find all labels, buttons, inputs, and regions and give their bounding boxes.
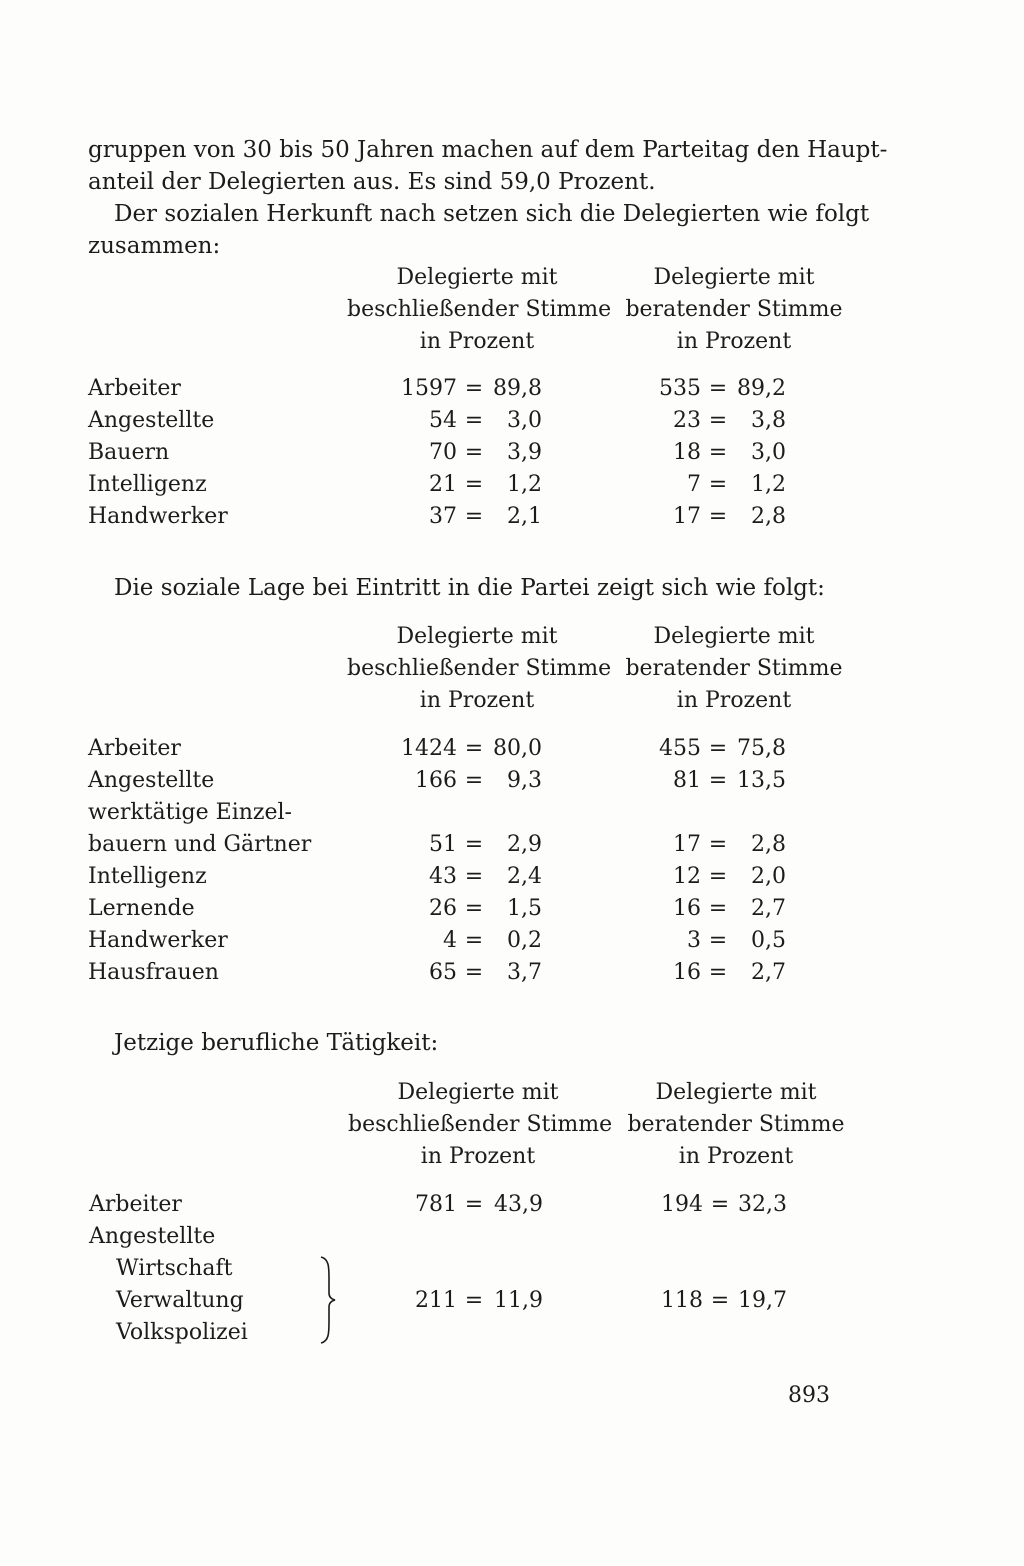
table-row xyxy=(0,925,1024,957)
equals-sign: = xyxy=(708,928,728,953)
voting-count: 4 xyxy=(443,928,457,953)
header-line: Delegierte mit xyxy=(396,265,558,290)
voting-percent: 3,0 xyxy=(507,408,542,433)
advisory-count: 455 xyxy=(659,736,701,761)
table-row xyxy=(0,405,1024,437)
table-row xyxy=(0,469,1024,501)
section1-intro xyxy=(88,198,870,262)
advisory-percent: 2,8 xyxy=(751,504,786,529)
text-line: gruppen von 30 bis 50 Jahren machen auf dem Parteitag den Haupt- xyxy=(88,137,888,163)
section2-col2-header xyxy=(604,621,864,717)
section1-col1-header xyxy=(347,262,612,358)
voting-count: 1597 xyxy=(401,376,457,401)
header-line: in Prozent xyxy=(676,329,792,354)
voting-count: 26 xyxy=(429,896,457,921)
row-label: werktätige Einzel- xyxy=(88,800,292,825)
advisory-count: 118 xyxy=(661,1288,703,1313)
voting-percent: 3,9 xyxy=(507,440,542,465)
text-line: Jetzige berufliche Tätigkeit: xyxy=(114,1030,439,1056)
equals-sign: = xyxy=(464,928,484,953)
equals-sign: = xyxy=(464,440,484,465)
table-row xyxy=(0,1189,1024,1221)
advisory-percent: 3,0 xyxy=(751,440,786,465)
row-label: Hausfrauen xyxy=(88,960,219,985)
row-label: Angestellte xyxy=(89,1224,216,1249)
advisory-count: 81 xyxy=(673,768,701,793)
advisory-percent: 19,7 xyxy=(738,1288,787,1313)
advisory-count: 7 xyxy=(687,472,701,497)
section2-intro xyxy=(88,572,858,604)
section3-intro xyxy=(88,1027,858,1059)
voting-count: 1424 xyxy=(401,736,457,761)
advisory-count: 18 xyxy=(673,440,701,465)
row-label: Wirtschaft xyxy=(116,1256,233,1281)
advisory-percent: 0,5 xyxy=(751,928,786,953)
row-label: Lernende xyxy=(88,896,195,921)
equals-sign: = xyxy=(464,960,484,985)
intro-paragraph xyxy=(88,134,888,198)
section2-col1-header xyxy=(347,621,612,717)
section3-col2-header xyxy=(606,1077,866,1173)
header-line: Delegierte mit xyxy=(653,265,815,290)
row-label: Arbeiter xyxy=(88,736,181,761)
row-label: Intelligenz xyxy=(88,864,207,889)
table-row xyxy=(0,829,1024,861)
row-label: Verwaltung xyxy=(116,1288,244,1313)
voting-count: 21 xyxy=(429,472,457,497)
voting-percent: 2,9 xyxy=(507,832,542,857)
voting-count: 70 xyxy=(429,440,457,465)
voting-count: 211 xyxy=(415,1288,457,1313)
row-label: Arbeiter xyxy=(89,1192,182,1217)
voting-percent: 0,2 xyxy=(507,928,542,953)
table-row xyxy=(0,733,1024,765)
row-label: Intelligenz xyxy=(88,472,207,497)
equals-sign: = xyxy=(708,504,728,529)
header-line: beratender Stimme xyxy=(625,656,843,681)
header-line: beratender Stimme xyxy=(625,297,843,322)
advisory-count: 535 xyxy=(659,376,701,401)
table-row xyxy=(0,861,1024,893)
advisory-count: 194 xyxy=(661,1192,703,1217)
header-line: Delegierte mit xyxy=(396,624,558,649)
header-line: beschließender Stimme xyxy=(347,656,612,681)
advisory-percent: 75,8 xyxy=(737,736,786,761)
voting-percent: 3,7 xyxy=(507,960,542,985)
equals-sign: = xyxy=(710,1288,730,1313)
advisory-percent: 2,7 xyxy=(751,896,786,921)
advisory-count: 17 xyxy=(673,832,701,857)
voting-percent: 2,4 xyxy=(507,864,542,889)
row-label: Volkspolizei xyxy=(116,1320,248,1345)
header-line: beschließender Stimme xyxy=(347,297,612,322)
page-number: 893 xyxy=(788,1383,830,1408)
equals-sign: = xyxy=(464,896,484,921)
voting-percent: 89,8 xyxy=(493,376,542,401)
equals-sign: = xyxy=(708,472,728,497)
row-label: bauern und Gärtner xyxy=(88,832,312,857)
equals-sign: = xyxy=(710,1192,730,1217)
equals-sign: = xyxy=(464,376,484,401)
equals-sign: = xyxy=(464,472,484,497)
equals-sign: = xyxy=(708,960,728,985)
advisory-count: 16 xyxy=(673,960,701,985)
advisory-count: 17 xyxy=(673,504,701,529)
voting-count: 781 xyxy=(415,1192,457,1217)
header-line: in Prozent xyxy=(419,329,535,354)
equals-sign: = xyxy=(464,504,484,529)
header-line: beschließender Stimme xyxy=(348,1112,613,1137)
section1-col2-header xyxy=(604,262,864,358)
advisory-count: 3 xyxy=(687,928,701,953)
table-row xyxy=(0,1317,1024,1349)
table-row xyxy=(0,373,1024,405)
equals-sign: = xyxy=(708,896,728,921)
equals-sign: = xyxy=(708,440,728,465)
voting-count: 54 xyxy=(429,408,457,433)
header-line: beratender Stimme xyxy=(627,1112,845,1137)
advisory-percent: 2,8 xyxy=(751,832,786,857)
equals-sign: = xyxy=(464,768,484,793)
table-row xyxy=(0,501,1024,533)
text-line: anteil der Delegierten aus. Es sind 59,0 Prozent. xyxy=(88,169,656,195)
voting-count: 166 xyxy=(415,768,457,793)
header-line: Delegierte mit xyxy=(397,1080,559,1105)
text-line: zusammen: xyxy=(88,233,221,259)
voting-percent: 80,0 xyxy=(493,736,542,761)
header-line: Delegierte mit xyxy=(655,1080,817,1105)
advisory-percent: 1,2 xyxy=(751,472,786,497)
equals-sign: = xyxy=(464,864,484,889)
voting-percent: 1,5 xyxy=(507,896,542,921)
row-label: Angestellte xyxy=(88,768,215,793)
advisory-percent: 2,7 xyxy=(751,960,786,985)
table-row xyxy=(0,1221,1024,1253)
voting-percent: 2,1 xyxy=(507,504,542,529)
advisory-percent: 2,0 xyxy=(751,864,786,889)
voting-count: 37 xyxy=(429,504,457,529)
text-line: Die soziale Lage bei Eintritt in die Partei zeigt sich wie folgt: xyxy=(114,575,825,601)
table-row xyxy=(0,437,1024,469)
advisory-percent: 3,8 xyxy=(751,408,786,433)
equals-sign: = xyxy=(464,408,484,433)
row-label: Bauern xyxy=(88,440,170,465)
header-line: in Prozent xyxy=(676,688,792,713)
row-label: Arbeiter xyxy=(88,376,181,401)
advisory-percent: 32,3 xyxy=(738,1192,787,1217)
equals-sign: = xyxy=(708,376,728,401)
voting-percent: 9,3 xyxy=(507,768,542,793)
header-line: Delegierte mit xyxy=(653,624,815,649)
voting-count: 65 xyxy=(429,960,457,985)
row-label: Angestellte xyxy=(88,408,215,433)
equals-sign: = xyxy=(708,864,728,889)
table-row xyxy=(0,765,1024,797)
text-line: Der sozialen Herkunft nach setzen sich die Delegierten wie folgt xyxy=(114,201,870,227)
equals-sign: = xyxy=(708,736,728,761)
equals-sign: = xyxy=(708,408,728,433)
voting-count: 43 xyxy=(429,864,457,889)
header-line: in Prozent xyxy=(420,1144,536,1169)
header-line: in Prozent xyxy=(678,1144,794,1169)
table-row xyxy=(0,893,1024,925)
row-label: Handwerker xyxy=(88,928,228,953)
advisory-count: 16 xyxy=(673,896,701,921)
table-row xyxy=(0,1253,1024,1285)
advisory-percent: 89,2 xyxy=(737,376,786,401)
equals-sign: = xyxy=(464,1288,484,1313)
advisory-count: 23 xyxy=(673,408,701,433)
voting-percent: 1,2 xyxy=(507,472,542,497)
table-row xyxy=(0,957,1024,989)
row-label: Handwerker xyxy=(88,504,228,529)
section3-col1-header xyxy=(348,1077,613,1173)
advisory-count: 12 xyxy=(673,864,701,889)
advisory-percent: 13,5 xyxy=(737,768,786,793)
equals-sign: = xyxy=(464,1192,484,1217)
voting-count: 51 xyxy=(429,832,457,857)
right-brace-icon xyxy=(318,1255,338,1345)
voting-percent: 11,9 xyxy=(494,1288,543,1313)
equals-sign: = xyxy=(708,768,728,793)
voting-percent: 43,9 xyxy=(494,1192,543,1217)
equals-sign: = xyxy=(464,736,484,761)
equals-sign: = xyxy=(708,832,728,857)
table-row xyxy=(0,1285,1024,1317)
header-line: in Prozent xyxy=(419,688,535,713)
table-row xyxy=(0,797,1024,829)
equals-sign: = xyxy=(464,832,484,857)
